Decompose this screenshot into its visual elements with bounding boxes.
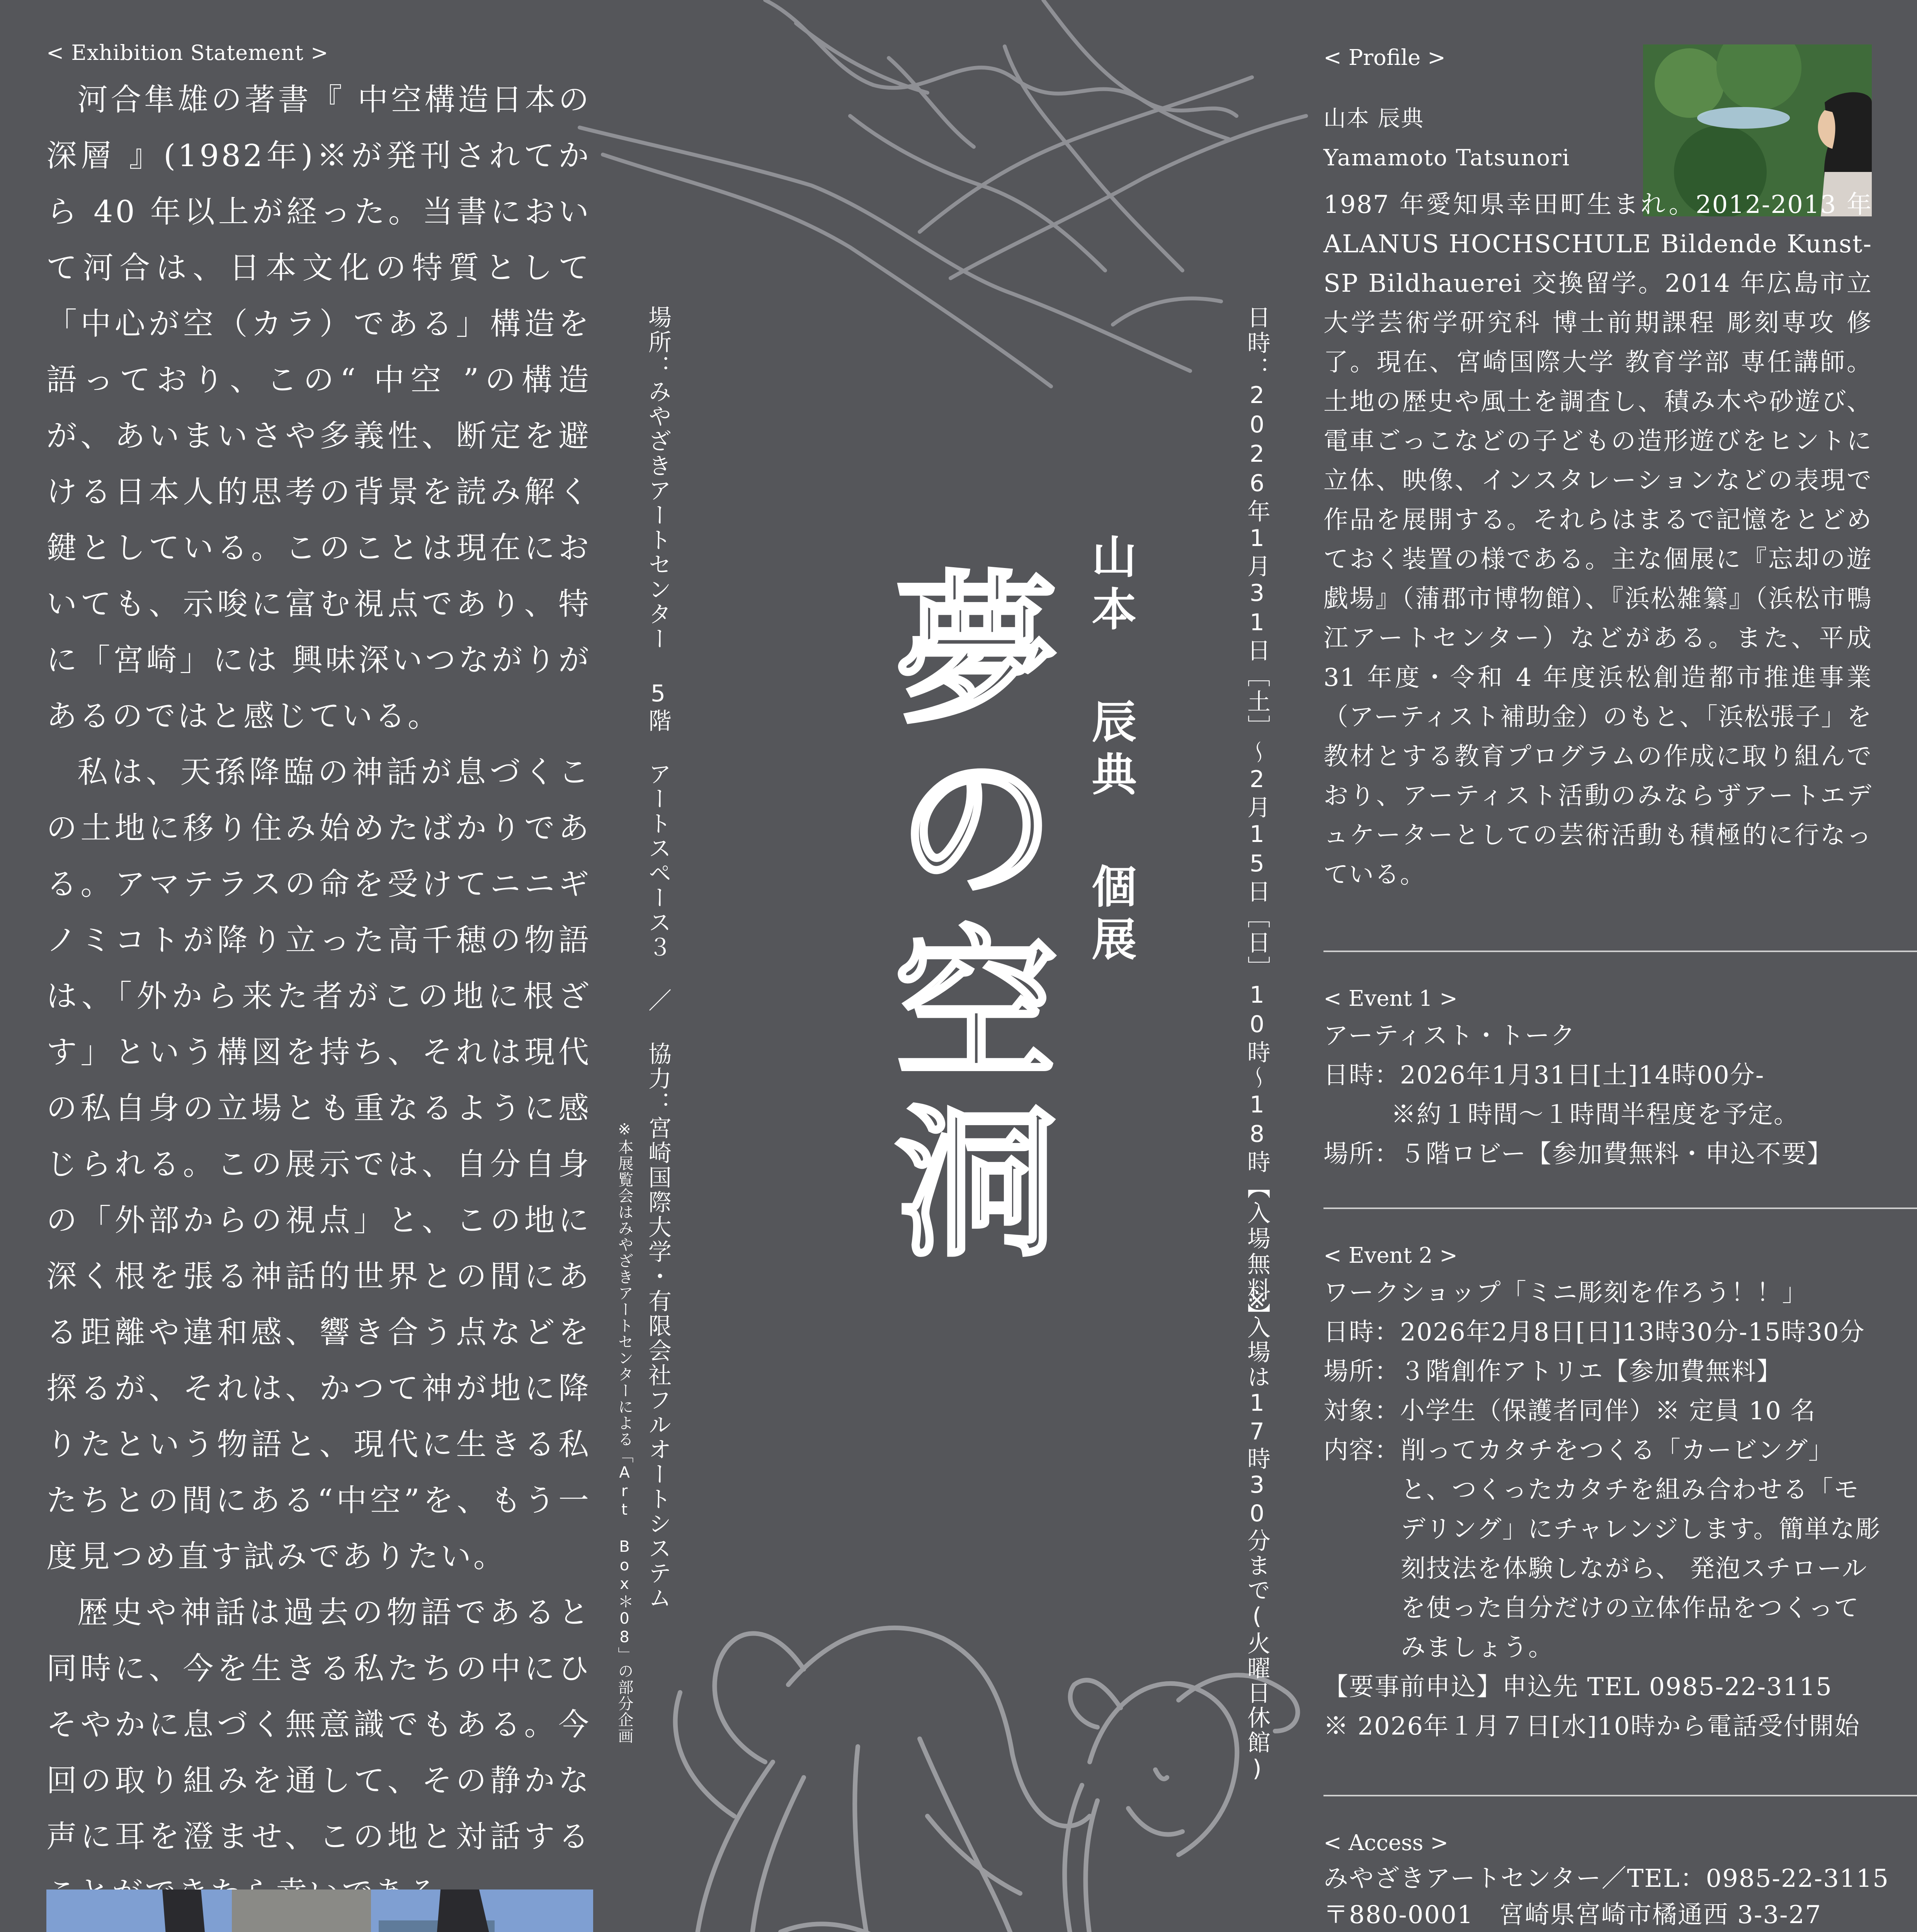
ridge-sketch xyxy=(580,0,1306,386)
access-line-1: みやざきアートセンター／TEL：0985-22-3115 xyxy=(1323,1864,1889,1893)
statement-paragraph-3: 歴史や神話は過去の物語であると同時に、今を生きる私たちの中にひそやかに息づく無意識でもある。今回の取り組みを通して、その静かな声に耳を澄ませ、この地と対話する xyxy=(46,1595,591,1854)
divider-3 xyxy=(1323,1795,1917,1796)
venue-info: 場所：みやざきアートセンター 5階 アートスペース３ ／ 協力：宮崎国際大学・有限会社フルオートシステム xyxy=(645,305,672,1611)
statement-paragraph-2: 私は、天孫降臨の神話が息づくこの土地に移り住み始めたばかりである。アマテラスの命を受けてニニギノミコトが降り立った高千穂の物語は、「外から来た者がこの地に根ざす」という構図を持ち、それは現代の私自身の立場とも重なるように感じられる。この展示では、自分自身の「外部からの視点」と、この地に深く根を張る神話的世界との間にある距離や違和感、響き合う点などを探るが、それは、かつて神が地に降りたという物語と、現代に生きる私たちとの間にある“中空”を、もう一度見つめ直す試みでありたい。 xyxy=(46,754,591,1574)
event2-place: 場所：３階創作アトリエ【参加費無料】 xyxy=(1323,1357,1782,1386)
artist-name-ja: 山本 辰典 xyxy=(1323,105,1424,131)
right-column xyxy=(1323,41,1872,895)
event1-date-note: ※約１時間〜１時間半程度を予定。 xyxy=(1391,1100,1799,1129)
dates-note: ※入場は17時30分まで(火曜日休館) xyxy=(1243,1287,1271,1784)
event2-apply-note: ※ 2026年１月７日[水]10時から電話受付開始 xyxy=(1323,1712,1860,1741)
statement-paragraph-1: 河合隼雄の著書『 中空構造日本の深層 』(1982年)※が発刊されてから 40 年以上が経った。当書において河合は、日本文化の特質として「中心が空（カラ）である」構造を語っており、この“ 中空 ”の構造が、あいまいさや多義性、断定を避ける日本人的思考の背景を読み解く鍵としている。このことは現在においても、示唆に富む視点であり、特に「宮崎」には 興味深いつながりがあるのではと感じている。 xyxy=(46,82,592,734)
event2-label: < Event 2 > xyxy=(1323,1243,1458,1268)
exhibition-title: 夢の空洞 xyxy=(868,564,1057,1275)
event2-content-label: 内容： xyxy=(1323,1436,1400,1465)
event2-apply: 【要事前申込】申込先 TEL 0985-22-3115 xyxy=(1323,1673,1833,1701)
artist-bio: 1987 年愛知県幸田町生まれ。2012-2013 年 ALANUS HOCHSCHULE Bildende Kunst-SP Bildhauerei 交換留学。2014 年広島市立大学芸術学研究科 博士前期課程 彫刻専攻 修了。現在、宮崎国際大学 教育学部 専任講師。土地の歴史や風土を調査し、積み木や砂遊び、電車ごっこなどの子どもの造形遊びをヒントに立体、映像、インスタレーションなどの表現で作品を展開する。それらはまるで記憶をとどめておく装置の様である。主な個展に『忘却の遊戯場』（蒲郡市博物館）、『浜松雑纂』（浜松市鴨江アートセンター）などがある。また、平成 31 年度・令和 4 年度浜松創造都市推進事業（アーティスト補助金）のもと、「浜松張子」を教材とする教育プログラムの作成に取り組んでおり、アーティスト活動のみならずアートエデュケーターとしての芸術活動も積極的に行なっている。 xyxy=(1323,190,1872,889)
event2-date: 日時：2026年2月8日[日]13時30分-15時30分 xyxy=(1323,1318,1865,1347)
camel-sketch xyxy=(664,1628,1298,1932)
exhibition-statement xyxy=(46,41,591,1932)
access-line-2: 〒880-0001 宮崎県宮崎市橘通西 3-3-27 xyxy=(1323,1901,1822,1929)
event2-target: 対象：小学生（保護者同伴）※ 定員 10 名 xyxy=(1323,1397,1816,1425)
event2-title: ワークショップ「ミニ彫刻を作ろう！！」 xyxy=(1323,1279,1808,1307)
exhibition-dates: 日時：2026年1月31日［土］〜2月15日［日］10時〜18時【入場無料】 xyxy=(1243,305,1271,1328)
event1-date: 日時：2026年1月31日[土]14時00分- xyxy=(1323,1061,1765,1090)
event1-title: アーティスト・トーク xyxy=(1323,1022,1576,1050)
artist-name-en: Yamamoto Tatsunori xyxy=(1323,145,1570,171)
event-1 xyxy=(1323,981,1884,1174)
access-info xyxy=(1323,1826,1889,1932)
event1-place: 場所：５階ロビー【参加費無料・申込不要】 xyxy=(1323,1140,1833,1168)
divider-2 xyxy=(1323,1208,1917,1209)
event-2 xyxy=(1323,1238,1884,1746)
artist-solo-show: 山本 辰典 個展 xyxy=(1084,533,1136,968)
statement-label: < Exhibition Statement > xyxy=(46,41,329,65)
event1-label: < Event 1 > xyxy=(1323,986,1458,1011)
work-photo-kenkenpa xyxy=(46,1889,593,1932)
event2-content: 削ってカタチをつくる「カービング」と、つくったカタチを組み合わせる「モデリング」にチャレンジします。簡単な彫刻技法を体験しながら、 発泡スチロールを使った自分だけの立体作品をつくってみましょう。 xyxy=(1401,1436,1881,1662)
divider-1 xyxy=(1323,951,1917,952)
venue-note: ※本展覧会はみやざきアートセンターによる「Art Box＊08」の部分企画 xyxy=(616,1121,633,1744)
access-label: < Access > xyxy=(1323,1830,1449,1855)
profile-label: < Profile > xyxy=(1323,45,1446,70)
